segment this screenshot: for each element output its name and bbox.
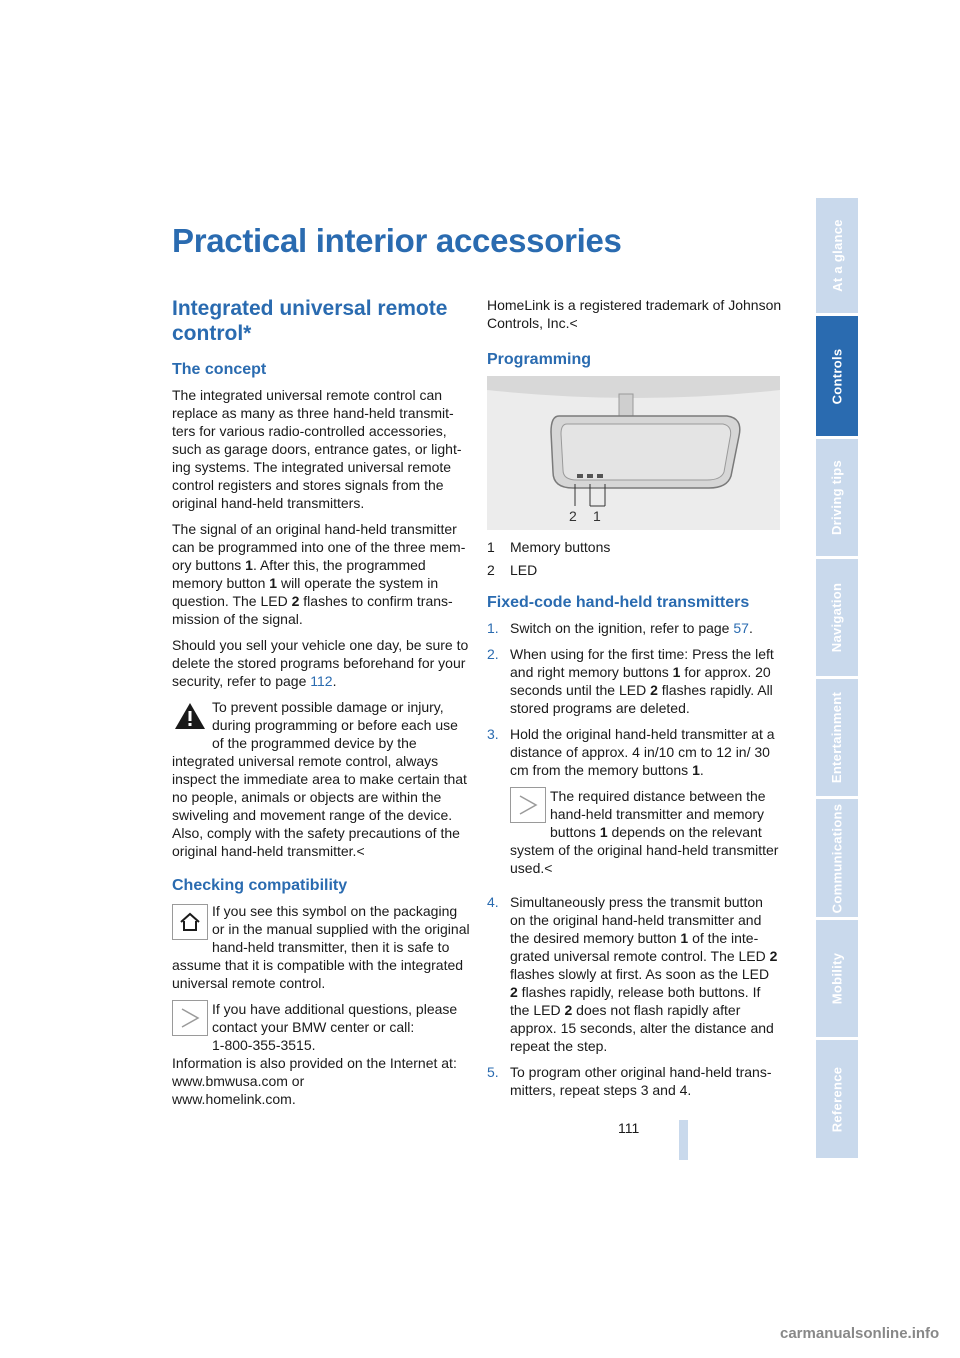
url-bmwusa: www.bmwusa.com or — [172, 1073, 305, 1089]
legend-item: 1 Memory buttons — [487, 539, 611, 555]
concept-paragraph-1: The integrated universal remote control can replace as many as three hand-held transmitters for various radio-controlled accessories, such as garage doors, entrance gates, or lighting systems. The integrated universal remote control registers and stores signals from the original hand-held transmitters. — [172, 387, 462, 511]
concept-paragraph-3: Should you sell your vehicle one day, be sure to delete the stored programs beforehand for your security, refer to page 112. — [172, 637, 469, 689]
contact-note: If you have additional questions, please contact your BMW center or call: — [172, 1000, 472, 1036]
fixed-code-heading: Fixed-code hand-held transmitters — [487, 594, 750, 611]
nav-tab-controls[interactable]: Controls — [816, 316, 858, 436]
phone-number: 1-800-355-3515. — [212, 1037, 316, 1053]
step-5: 5. To program other original hand-held transmitters, repeat steps 3 and 4. — [487, 1064, 772, 1098]
concept-heading: The concept — [172, 361, 267, 378]
nav-tab-reference[interactable]: Reference — [816, 1040, 858, 1158]
legend-item: 2 LED — [487, 562, 538, 578]
note-arrow-icon — [172, 1000, 208, 1036]
homelink-house-icon — [172, 904, 208, 940]
warning-triangle-icon — [172, 698, 208, 734]
left-column — [172, 296, 472, 1108]
nav-tab-navigation[interactable]: Navigation — [816, 559, 858, 676]
compat-heading: Checking compatibility — [172, 877, 348, 894]
compat-note: If you see this symbol on the packaging or in the manual supplied with the original hand-held transmitter, then it is safe to assume that it is compatible with the integrated universal remote control. — [172, 903, 470, 991]
figure-label-2: 2 — [569, 508, 577, 524]
step-1: 1. Switch on the ignition, refer to page 57. — [487, 620, 753, 636]
rearview-mirror-illustration — [487, 376, 780, 530]
note-arrow-icon — [510, 787, 546, 823]
distance-note: The required distance between the hand-held transmitter and memory buttons 1 depends on the relevant system of the original hand-held transmitter used.< — [510, 788, 779, 876]
nav-tab-mobility[interactable]: Mobility — [816, 920, 858, 1037]
section-title: Integrated universal remote control* — [172, 297, 448, 345]
programming-heading: Programming — [487, 351, 592, 368]
page-link-57[interactable]: 57 — [733, 620, 749, 636]
nav-tab-communications[interactable]: Communications — [816, 799, 858, 917]
concept-paragraph-2: The signal of an original hand-held transmitter can be programmed into one of the three memory buttons 1. After this, the programmed memory button 1 will operate the system in question. The LED 2 flashes to confirm transmission of the signal. — [172, 521, 466, 627]
nav-tab-at-a-glance[interactable]: At a glance — [816, 198, 858, 313]
page-number-bar — [679, 1120, 688, 1160]
programming-steps — [487, 619, 787, 1099]
step-4: 4. Simultaneously press the transmit button on the original hand-held transmitter and the desired memory button 1 of the integrated universal remote control. The LED 2 flashes slowly at first. As soon as the LED 2 flashes rapidly, release both buttons. If the LED 2 does not flash rapidly after approx. 15 seconds, alter the distance and repeat the step. — [487, 894, 778, 1054]
step-3: 3. Hold the original hand-held transmitter at a distance of approx. 4 in/10 cm to 12 in/ 30 cm from the memory buttons 1. The required distance between the hand-held transmitter and memory buttons 1 depends on the relevant system of the original hand-held transmitter used.< — [487, 726, 779, 876]
mirror-figure — [487, 376, 780, 530]
watermark: carmanualsonline.info — [780, 1325, 940, 1342]
url-homelink: www.homelink.com. — [172, 1091, 296, 1107]
warning-note: To prevent possible damage or injury, during programming or before each use of the programmed device by the integrated universal remote control, always inspect the immediate area to make certain that no people, animals or objects are within the swiveling and movement range of the device. Also, comply with the safety precautions of the original hand-held transmitter.< — [172, 699, 467, 859]
nav-tab-entertainment[interactable]: Entertainment — [816, 679, 858, 796]
step-2: 2. When using for the first time: Press the left and right memory buttons 1 for approx. 20 seconds until the LED 2 flashes rapidly. All stored programs are deleted. — [487, 646, 774, 716]
page-title: Practical interior accessories — [172, 222, 622, 259]
trademark-note: HomeLink is a registered trademark of Johnson Controls, Inc.< — [487, 297, 782, 331]
nav-tab-driving-tips[interactable]: Driving tips — [816, 439, 858, 556]
internet-info: Information is also provided on the Internet at: — [172, 1055, 457, 1071]
page-link-112[interactable]: 112 — [310, 673, 333, 689]
page-number: 111 — [618, 1120, 640, 1136]
right-column — [487, 296, 787, 1107]
figure-label-1: 1 — [593, 508, 601, 524]
